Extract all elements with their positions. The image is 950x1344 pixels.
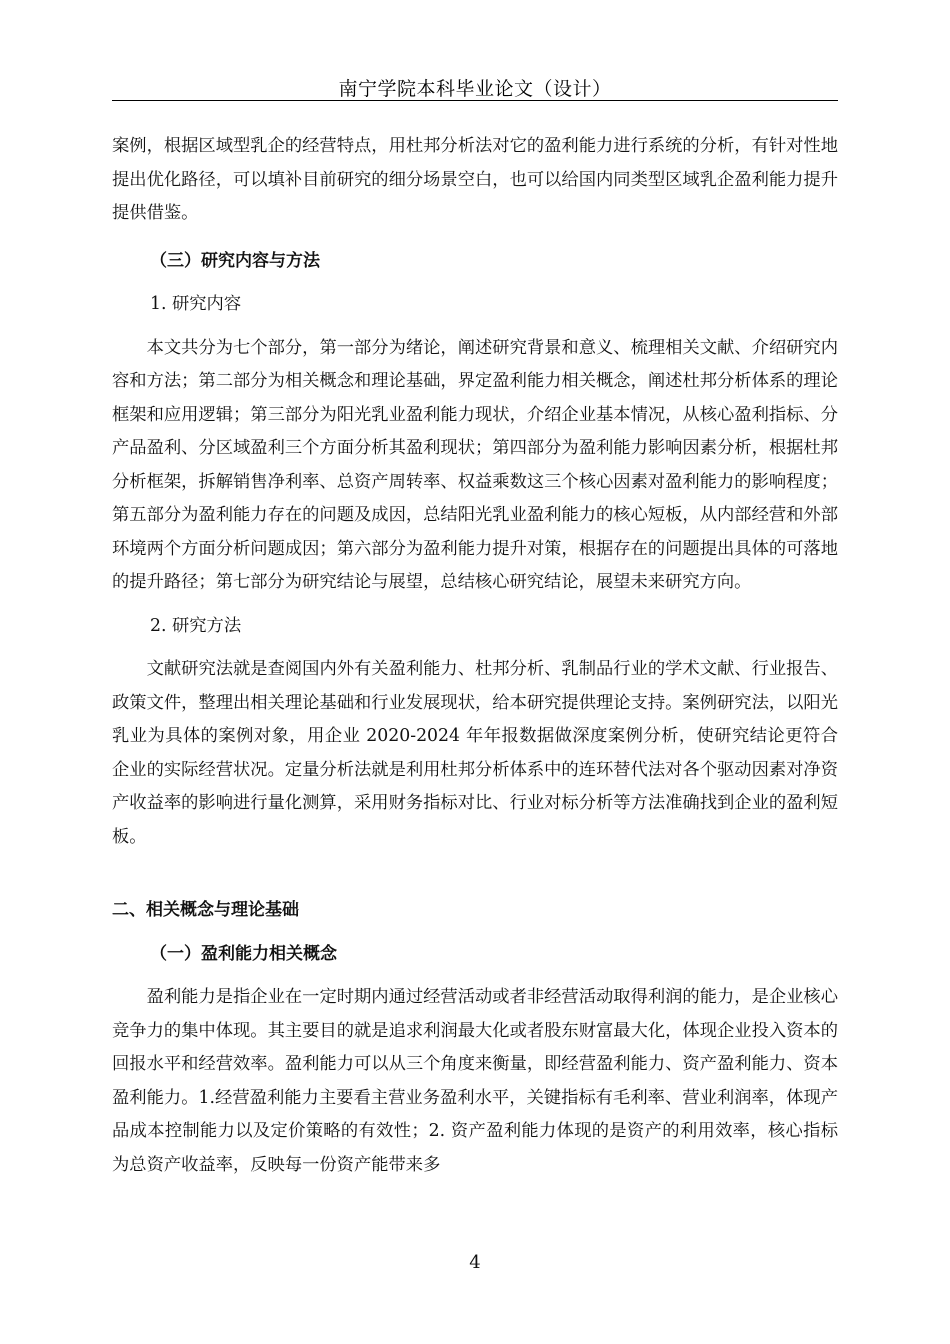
document-body: [112, 130, 838, 1182]
intro-paragraph: 案例，根据区域型乳企的经营特点，用杜邦分析法对它的盈利能力进行系统的分析，有针对性地提出优化路径，可以填补目前研究的细分场景空白，也可以给国内同类型区域乳企盈利能力提升提供借鉴。: [112, 136, 838, 223]
section-heading-research-content-method: （三）研究内容与方法: [150, 250, 320, 271]
research-method-paragraph: 文献研究法就是查阅国内外有关盈利能力、杜邦分析、乳制品行业的学术文献、行业报告、政策文件，整理出相关理论基础和行业发展现状，给本研究提供理论支持。案例研究法，以阳光乳业为具体的案例对象，用企业 2020-2024 年年报数据做深度案例分析，使研究结论更符合企业的实际经营状况。定量分析法就是利用杜邦分析体系中的连环替代法对各个驱动因素对净资产收益率的影响进行量化测算，采用财务指标对比、行业对标分析等方法准确找到企业的盈利短板。: [112, 659, 838, 847]
section-heading-profitability-concepts: （一）盈利能力相关概念: [150, 943, 337, 964]
chapter-heading-concepts-theory: 二、相关概念与理论基础: [112, 900, 299, 920]
subheading-research-content: 1. 研究内容: [150, 294, 242, 314]
research-content-paragraph: 本文共分为七个部分，第一部分为绪论，阐述研究背景和意义、梳理相关文献、介绍研究内容和方法；第二部分为相关概念和理论基础，界定盈利能力相关概念，阐述杜邦分析体系的理论框架和应用逻辑；第三部分为阳光乳业盈利能力现状，介绍企业基本情况，从核心盈利指标、分产品盈利、分区域盈利三个方面分析其盈利现状；第四部分为盈利能力影响因素分析，根据杜邦分析框架，拆解销售净利率、总资产周转率、权益乘数这三个核心因素对盈利能力的影响程度；第五部分为盈利能力存在的问题及成因，总结阳光乳业盈利能力的核心短板，从内部经营和外部环境两个方面分析问题成因；第六部分为盈利能力提升对策，根据存在的问题提出具体的可落地的提升路径；第七部分为研究结论与展望，总结核心研究结论，展望未来研究方向。: [112, 337, 838, 592]
running-header: 南宁学院本科毕业论文（设计）: [338, 78, 612, 100]
profitability-concept-paragraph: 盈利能力是指企业在一定时期内通过经营活动或者非经营活动取得利润的能力，是企业核心竞争力的集中体现。其主要目的就是追求利润最大化或者股东财富最大化，体现企业投入资本的回报水平和经营效率。盈利能力可以从三个角度来衡量，即经营盈利能力、资产盈利能力、资本盈利能力。1.经营盈利能力主要看主营业务盈利水平，关键指标有毛利率、营业利润率，体现产品成本控制能力以及定价策略的有效性；2. 资产盈利能力体现的是资产的利用效率，核心指标为总资产收益率，反映每一份资产能带来多: [112, 987, 838, 1175]
page-number: 4: [469, 1252, 481, 1273]
subheading-research-method: 2. 研究方法: [150, 615, 242, 636]
header-divider: [112, 100, 838, 101]
